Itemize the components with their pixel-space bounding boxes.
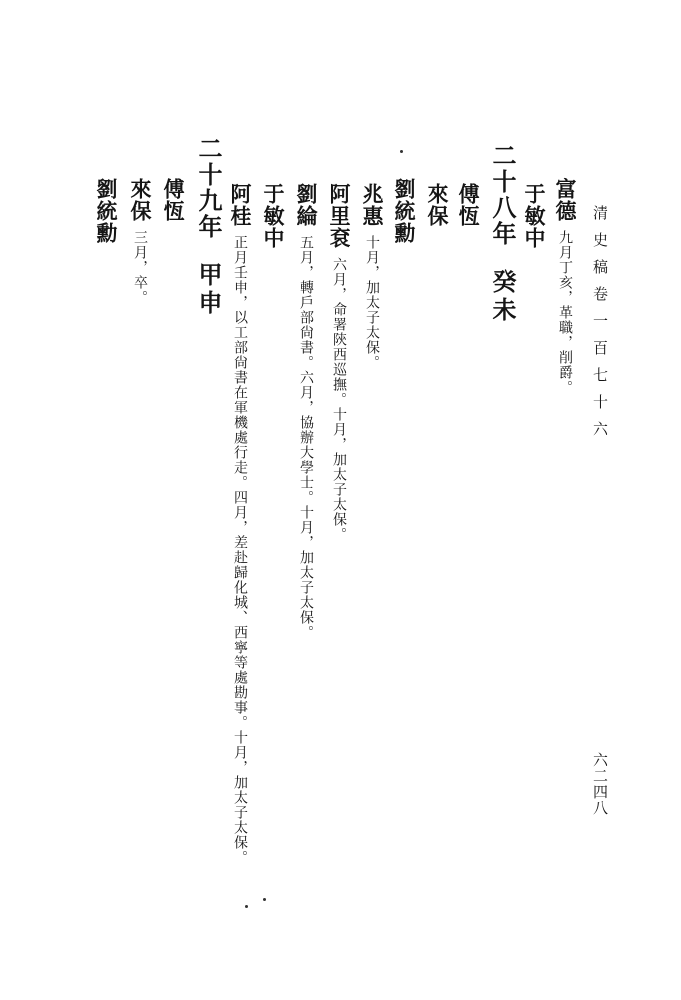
official-name: 傅恆 — [161, 178, 186, 222]
official-name: 阿里袞 — [327, 183, 352, 249]
official-note: 五月，轉戶部尙書。六月，協辦大學士。十月，加太子太保。 — [298, 235, 314, 640]
official-name: 傅恆 — [456, 183, 481, 227]
official-name: 于敏中 — [522, 183, 547, 249]
official-note: 十月，加太子太保。 — [364, 235, 380, 370]
column-yu-minzhong-2 — [263, 183, 284, 249]
column-lai-bao — [427, 183, 448, 227]
official-name: 阿桂 — [228, 183, 253, 227]
official-note: 九月丁亥，革職，削爵。 — [557, 230, 573, 395]
column-yu-minzhong — [524, 183, 545, 249]
column-fude — [555, 178, 576, 395]
column-zhao-hui — [362, 183, 383, 370]
column-liu-tongxun-2 — [96, 178, 117, 244]
page-number: 六二四八 — [591, 752, 609, 816]
official-name: 于敏中 — [261, 183, 286, 249]
official-name: 劉綸 — [294, 183, 319, 227]
ganzhi-label: 癸未 — [488, 269, 517, 325]
column-a-gui — [230, 183, 251, 865]
year-heading — [194, 136, 223, 318]
year-heading — [488, 143, 517, 325]
official-name: 劉統勳 — [94, 178, 119, 244]
column-liu-lun — [296, 183, 317, 640]
column-fu-heng — [458, 183, 479, 227]
column-a-ligun — [329, 183, 350, 542]
year-label: 二十八年 — [488, 143, 517, 247]
official-note: 三月，卒。 — [132, 230, 148, 305]
column-fu-heng-2 — [163, 178, 184, 222]
scan-speck — [245, 905, 248, 908]
official-note: 正月壬申，以工部尙書在軍機處行走。四月，差赴歸化城、西寧等處勘事。十月，加太子太保。 — [232, 235, 248, 865]
official-note: 六月，命署陝西巡撫。十月，加太子太保。 — [331, 257, 347, 542]
official-name: 來保 — [425, 183, 450, 227]
scan-speck — [400, 150, 403, 153]
official-name: 兆惠 — [360, 183, 385, 227]
official-name: 來保 — [128, 178, 153, 222]
official-name: 劉統勳 — [392, 178, 417, 244]
column-lai-bao-2 — [130, 178, 151, 305]
running-header-title: 清史稿卷一百七十六 — [591, 205, 609, 448]
ganzhi-label: 甲申 — [194, 262, 223, 318]
scan-speck — [263, 898, 266, 901]
column-liu-tongxun — [394, 178, 415, 244]
year-label: 二十九年 — [194, 136, 223, 240]
official-name: 富德 — [553, 178, 578, 222]
